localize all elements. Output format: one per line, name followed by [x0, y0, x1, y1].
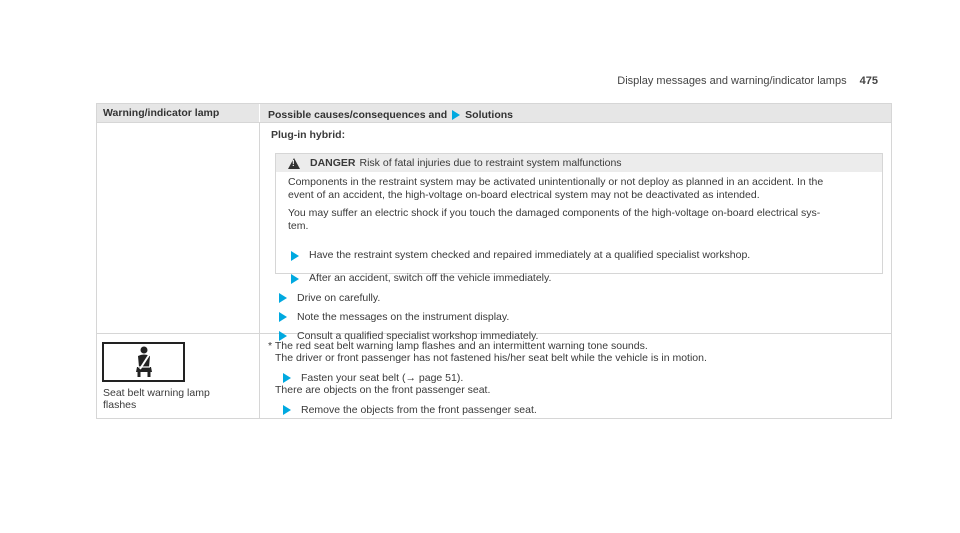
text-line: Components in the restraint system may be activated unintentionally or not deploy as planned in an accident. In the — [288, 176, 824, 188]
text-line: The driver or front passenger has not fastened his/her seat belt while the vehicle is in motion. — [275, 352, 707, 364]
arrow-right-icon — [452, 110, 460, 120]
plug-in-hybrid-heading: Plug-in hybrid: — [271, 129, 346, 141]
lamp-label — [103, 387, 210, 411]
arrow-right-icon — [283, 373, 291, 383]
list-item-text: Fasten your seat belt (→ page 51). — [301, 372, 464, 384]
warning-triangle-icon — [288, 158, 300, 169]
text-line: You may suffer an electric shock if you touch the damaged components of the high-voltage on-board electrical sys- — [288, 207, 821, 219]
text-line: event of an accident, the high-voltage on-board electrical system may not be deactivated as intended. — [288, 189, 760, 201]
list-item-text: Consult a qualified specialist workshop immediately. — [297, 329, 539, 342]
text-line: flashes — [103, 399, 137, 411]
table-row — [97, 122, 891, 342]
danger-box — [275, 153, 883, 284]
table-row — [97, 333, 891, 418]
list-item-text: Drive on carefully. — [297, 291, 381, 304]
danger-paragraph — [288, 207, 882, 233]
table-header — [97, 104, 891, 122]
list-item — [288, 249, 882, 262]
lamp-cell — [97, 123, 260, 333]
warning-lamps-table — [96, 103, 892, 419]
list-item — [276, 288, 891, 307]
list-item-text: After an accident, switch off the vehicle immediately. — [309, 272, 552, 284]
arrow-right-icon — [279, 293, 287, 303]
danger-title: Risk of fatal injuries due to restraint system malfunctions — [359, 157, 622, 169]
col-header-lamp: Warning/indicator lamp — [97, 104, 260, 122]
text-line: tem. — [288, 220, 309, 232]
arrow-right-icon — [279, 312, 287, 322]
list-item — [280, 372, 891, 384]
list-item — [288, 272, 882, 285]
lamp-cell — [97, 334, 260, 418]
page-number: 475 — [859, 75, 878, 87]
header-title: Display messages and warning/indicator lamps — [617, 75, 847, 87]
cause-text — [268, 334, 891, 364]
text-line: * The red seat belt warning lamp flashes and an intermittent warning tone sounds. — [268, 340, 648, 352]
causes-cell — [260, 123, 891, 342]
col-header-solutions-text: Solutions — [465, 108, 514, 121]
list-item — [276, 307, 891, 326]
list-item-text: Remove the objects from the front passenger seat. — [301, 404, 537, 416]
causes-cell — [260, 334, 891, 418]
arrow-right-icon — [283, 405, 291, 415]
arrow-right-icon — [291, 251, 299, 261]
text-line: There are objects on the front passenger seat. — [275, 384, 491, 396]
danger-paragraph — [288, 176, 882, 202]
list-item-text: Have the restraint system checked and repaired immediately at a qualified specialist workshop. — [309, 249, 751, 261]
list-item — [280, 404, 891, 416]
danger-title-bar — [276, 154, 882, 172]
danger-label: DANGER — [310, 157, 356, 169]
danger-body — [276, 172, 882, 285]
arrow-right-icon — [291, 274, 299, 284]
page-header — [617, 75, 878, 87]
text-line: Seat belt warning lamp — [103, 387, 210, 399]
col-header-causes — [260, 104, 891, 122]
col-header-causes-text: Possible causes/consequences and — [268, 108, 448, 121]
seat-belt-icon — [102, 342, 185, 382]
list-item-text: Note the messages on the instrument display. — [297, 310, 510, 323]
